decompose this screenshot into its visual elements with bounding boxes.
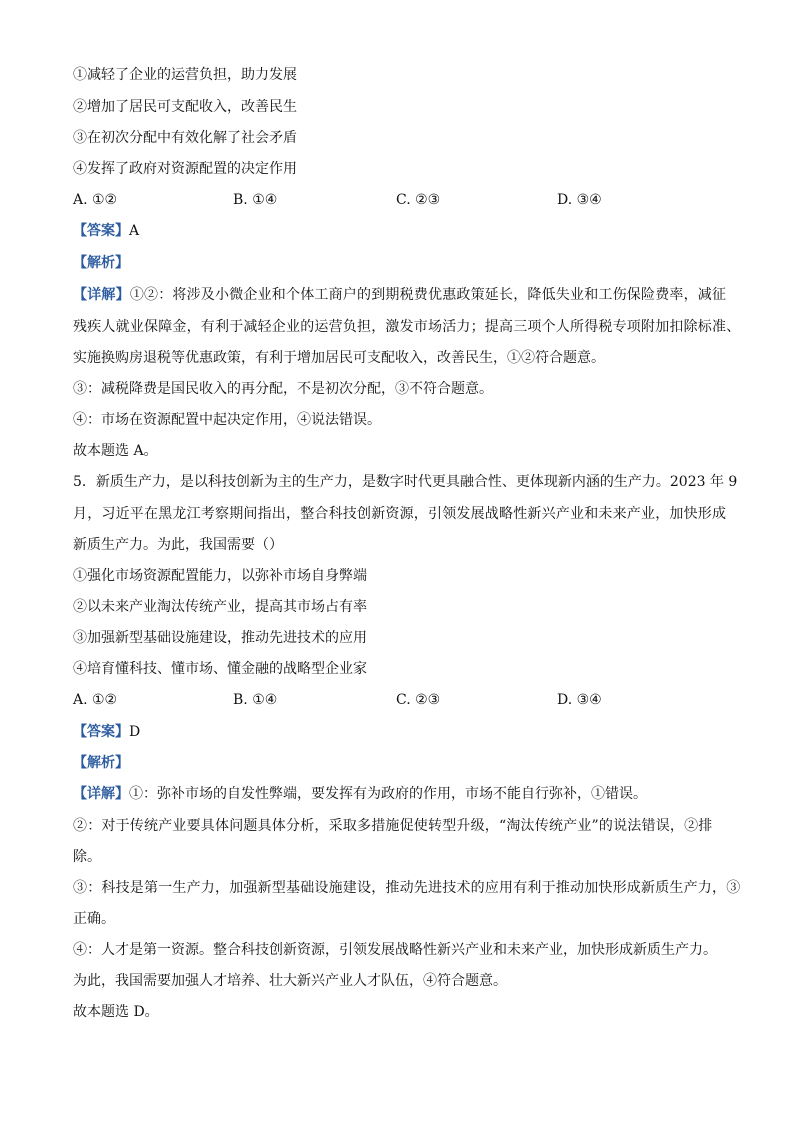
detail-text: ①②：将涉及小微企业和个体工商户的到期税费优惠政策延长，降低失业和工伤保险费率，减征 <box>129 287 727 303</box>
answer-label: 【答案】 <box>73 724 129 740</box>
q4-detail-line-3: 实施换购房退税等优惠政策，有利于增加居民可支配收入，改善民生，①②符合题意。 <box>73 350 605 366</box>
q5-analysis-heading <box>73 752 129 774</box>
q5-item-3: ③加强新型基础设施建设，推动先进技术的应用 <box>73 630 367 646</box>
q4-item-1: ①减轻了企业的运营负担，助力发展 <box>73 67 297 83</box>
q5-item-1: ①强化市场资源配置能力，以弥补市场自身弊端 <box>73 568 367 584</box>
detail-label: 【详解】 <box>73 287 130 303</box>
q5-detail-line-1 <box>73 783 647 805</box>
q5-option-d: D. ③④ <box>557 692 602 708</box>
q4-detail-line-2: 残疾人就业保障金，有利于减轻企业的运营负担，激发市场活力；提高三项个人所得税专项附加扣除标准、 <box>73 319 741 335</box>
q5-option-b: B. ①④ <box>233 692 278 708</box>
q4-conclusion: 故本题选 A。 <box>73 443 158 459</box>
q5-detail-line-6: ④：人才是第一资源。整合科技创新资源，引领发展战略性新兴产业和未来产业，加快形成新质生产力。 <box>73 942 717 958</box>
q5-detail-line-7: 为此，我国需要加强人才培养、壮大新兴产业人才队伍，④符合题意。 <box>73 973 507 989</box>
answer-label: 【答案】 <box>73 223 129 239</box>
q5-conclusion: 故本题选 D。 <box>73 1004 159 1020</box>
q5-stem-line-1: 5．新质生产力，是以科技创新为主的生产力，是数字时代更具融合性、更体现新内涵的生产力。2023 年 9 <box>73 474 738 490</box>
q4-answer <box>73 220 139 242</box>
answer-value: A <box>129 223 140 239</box>
q5-option-c: C. ②③ <box>396 692 441 708</box>
q5-stem-line-2: 月，习近平在黑龙江考察期间指出，整合科技创新资源，引领发展战略性新兴产业和未来产业，加快形成 <box>73 506 727 522</box>
q5-detail-line-2: ②：对于传统产业要具体问题具体分析，采取多措施促使转型升级，“淘汰传统产业”的说法错误，②排 <box>73 818 713 834</box>
detail-label: 【详解】 <box>73 786 129 802</box>
analysis-label: 【解析】 <box>73 755 129 771</box>
q5-detail-line-3: 除。 <box>73 849 101 865</box>
q4-detail-line-1 <box>73 284 726 306</box>
detail-text: ①：弥补市场的自发性弊端，要发挥有为政府的作用，市场不能自行弥补，①错误。 <box>129 786 647 802</box>
q4-item-4: ④发挥了政府对资源配置的决定作用 <box>73 161 297 177</box>
q4-item-3: ③在初次分配中有效化解了社会矛盾 <box>73 130 297 146</box>
q5-item-2: ②以未来产业淘汰传统产业，提高其市场占有率 <box>73 599 367 615</box>
answer-value: D <box>129 724 141 740</box>
q5-detail-line-4: ③：科技是第一生产力，加强新型基础设施建设，推动先进技术的应用有利于推动加快形成新质生产力，③ <box>73 880 741 896</box>
q4-option-a: A. ①② <box>73 192 118 208</box>
q4-detail-line-5: ④：市场在资源配置中起决定作用，④说法错误。 <box>73 412 381 428</box>
q5-option-a: A. ①② <box>73 692 118 708</box>
q5-detail-line-5: 正确。 <box>73 911 115 927</box>
q4-analysis-heading <box>73 252 129 274</box>
q5-stem-line-3: 新质生产力。为此，我国需要（） <box>73 537 283 553</box>
q4-option-c: C. ②③ <box>396 192 441 208</box>
q4-detail-line-4: ③：减税降费是国民收入的再分配，不是初次分配，③不符合题意。 <box>73 381 493 397</box>
analysis-label: 【解析】 <box>73 255 129 271</box>
q4-option-b: B. ①④ <box>233 192 278 208</box>
q5-answer <box>73 721 140 743</box>
q4-option-d: D. ③④ <box>557 192 602 208</box>
q4-item-2: ②增加了居民可支配收入，改善民生 <box>73 99 297 115</box>
q5-item-4: ④培育懂科技、懂市场、懂金融的战略型企业家 <box>73 661 367 677</box>
